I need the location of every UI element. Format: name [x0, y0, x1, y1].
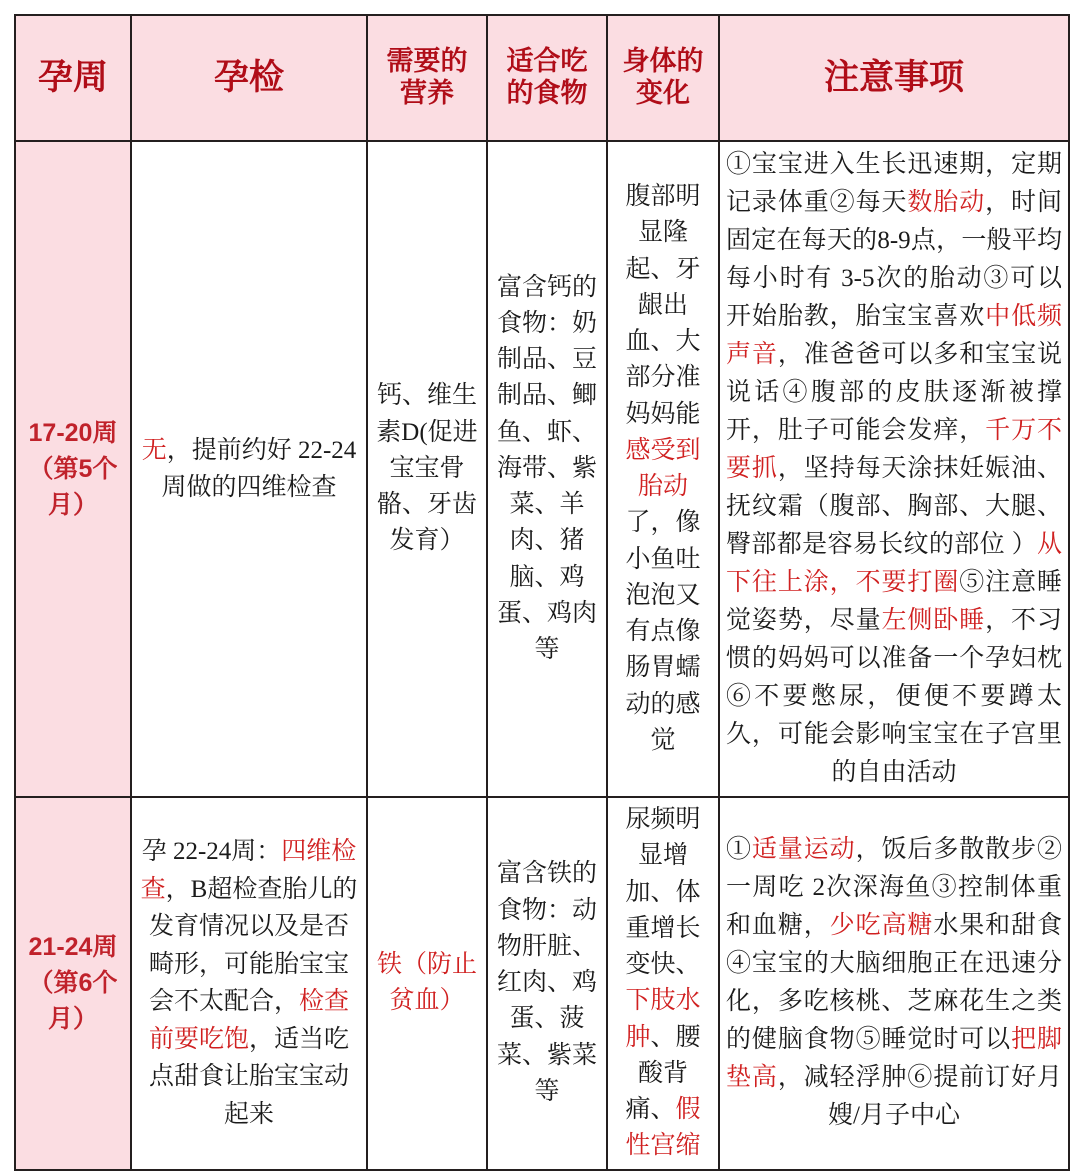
pregnancy-schedule-table — [14, 14, 1070, 1171]
highlighted-text: 左侧卧睡 — [881, 607, 986, 634]
normal-text: ，提前约好 22-24周做的四维检查 — [161, 436, 357, 501]
normal-text: 腹部明显隆起、牙龈出血、大部分准妈妈能 — [625, 183, 701, 428]
table-row — [15, 797, 1069, 1170]
table-body — [15, 141, 1069, 1170]
cell-body-change — [607, 141, 719, 797]
highlighted-text: 下肢水肿 — [625, 987, 701, 1051]
normal-text: 尿频明显增加、体重增长变快、 — [625, 806, 701, 978]
cell-body-change — [607, 797, 719, 1170]
column-header-notes: 注意事项 — [719, 15, 1069, 141]
normal-text: ①宝宝进入生长迅速期，定期记录体重②每天 — [726, 151, 1062, 216]
normal-text: 了，像小鱼吐泡泡又有点像肠胃蠕动的感觉 — [625, 509, 701, 754]
normal-text: 富含铁的食物：动物肝脏、红肉、鸡蛋、菠菜、紫菜等 — [496, 860, 597, 1105]
cell-week: 17-20周（第5个月） — [15, 141, 131, 797]
table-header — [15, 15, 1069, 141]
cell-nutrition — [367, 797, 487, 1170]
cell-nutrition — [367, 141, 487, 797]
normal-text: ，不习惯的妈妈可以准备一个孕妇枕⑥不要憋尿，便便不要蹲太久，可能会影响宝宝在子宫里的自由活动 — [726, 607, 1062, 786]
cell-food — [487, 797, 607, 1170]
column-header-body: 身体的变化 — [607, 15, 719, 141]
cell-notes — [719, 141, 1069, 797]
normal-text: 富含钙的食物：奶制品、豆制品、鲫鱼、虾、海带、紫菜、羊肉、猪脑、鸡蛋、鸡肉等 — [496, 273, 597, 664]
header-row — [15, 15, 1069, 141]
normal-text: ，坚持每天涂抹妊娠油、抚纹霜（腹部、胸部、大腿、臀部都是容易长纹的部位 ） — [726, 455, 1062, 558]
normal-text: 孕 22-24周： — [141, 838, 282, 866]
cell-food — [487, 141, 607, 797]
column-header-nutrition: 需要的营养 — [367, 15, 487, 141]
normal-text: 钙、维生素D(促进宝宝骨骼、牙齿发育） — [376, 382, 478, 555]
normal-text: 、腰酸背痛、 — [625, 1023, 701, 1123]
normal-text: 水果和甜食④宝宝的大脑细胞正在迅速分化，多吃核桃、芝麻花生之类的健脑食物⑤睡觉时可以 — [726, 912, 1062, 1054]
highlighted-text: 中低频声音 — [726, 303, 1062, 368]
cell-notes — [719, 797, 1069, 1170]
normal-text: ，准爸爸可以多和宝宝说说话④腹部的皮肤逐渐被撑开，肚子可能会发痒， — [726, 341, 1062, 444]
normal-text: ，B超检查胎儿的发育情况以及是否畸形，可能胎宝宝会不太配合， — [148, 875, 358, 1016]
highlighted-text: 假性宫缩 — [625, 1096, 701, 1160]
highlighted-text: 四维检查 — [140, 838, 357, 903]
table-row — [15, 141, 1069, 797]
normal-text: ，适当吃点甜食让胎宝宝动起来 — [148, 1025, 350, 1128]
normal-text: ，时间固定在每天的8-9点，一般平均每小时有 3-5次的胎动③可以开始胎教，胎宝宝喜欢 — [726, 189, 1062, 330]
highlighted-text: 千万不要抓 — [726, 417, 1062, 482]
highlighted-text: 铁（防止贫血） — [376, 951, 477, 1015]
normal-text: ⑤注意睡觉姿势，尽量 — [726, 569, 1062, 634]
normal-text: ① — [726, 836, 752, 864]
column-header-week: 孕周 — [15, 15, 131, 141]
cell-exam — [131, 141, 367, 797]
highlighted-text: 把脚垫高 — [726, 1026, 1062, 1092]
highlighted-text: 少吃高糖 — [829, 912, 934, 940]
cell-exam — [131, 797, 367, 1170]
highlighted-text: 无 — [141, 436, 167, 464]
normal-text: ，减轻浮肿⑥提前订好月嫂/月子中心 — [777, 1064, 1062, 1130]
highlighted-text: 从下往上涂，不要打圈 — [726, 531, 1062, 596]
highlighted-text: 适量运动 — [751, 836, 856, 864]
column-header-food: 适合吃的食物 — [487, 15, 607, 141]
normal-text: ，饭后多散散步②一周吃 2次深海鱼③控制体重和血糖， — [726, 836, 1062, 940]
cell-week: 21-24周（第6个月） — [15, 797, 131, 1170]
highlighted-text: 检查前要吃饱 — [148, 988, 350, 1053]
column-header-exam: 孕检 — [131, 15, 367, 141]
highlighted-text: 数胎动 — [907, 189, 986, 216]
highlighted-text: 感受到胎动 — [625, 436, 701, 500]
